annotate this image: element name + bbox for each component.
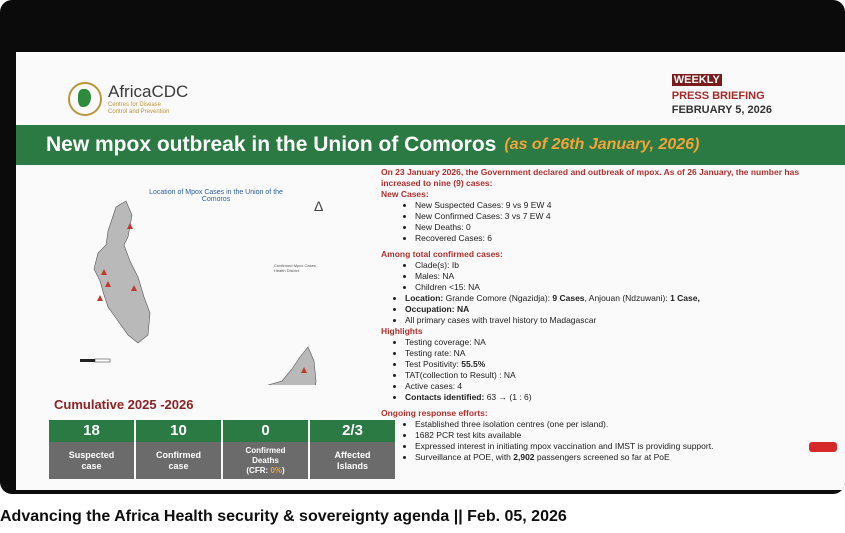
surveillance-post: passengers screened so far at PoE <box>534 452 670 462</box>
list-item: • New Confirmed Cases: 3 vs 7 EW 4 <box>415 211 801 222</box>
list-item: • Testing coverage: NA <box>405 337 801 348</box>
north-arrow-icon: Δ <box>314 198 324 214</box>
positivity-value: 55.5% <box>461 359 486 369</box>
tile-deaths <box>223 420 308 479</box>
list-item: • 1682 PCR test kits available <box>415 430 801 441</box>
banner-title: New mpox outbreak in the Union of Comoros <box>46 133 497 156</box>
cumulative-title: Cumulative 2025 -2026 <box>54 397 194 412</box>
africa-cdc-logo <box>68 82 188 116</box>
list-item <box>405 359 801 370</box>
list-item <box>405 304 801 315</box>
case-marker-icon <box>97 295 103 301</box>
list-item: • Children <15: NA <box>415 282 801 293</box>
briefing-header <box>672 70 772 116</box>
tile-value: 0 <box>223 420 308 442</box>
legend-item-cases: Confirmed Mpox Cases <box>274 263 316 268</box>
occupation: Occupation: NA <box>405 304 470 314</box>
location-a: 9 Cases <box>552 293 585 303</box>
press-briefing-label: PRESS BRIEFING <box>671 90 765 102</box>
situation-text <box>381 167 801 463</box>
video-caption[interactable]: Advancing the Africa Health security & sovereignty agenda || Feb. 05, 2026 <box>0 508 567 525</box>
list-item: • Recovered Cases: 6 <box>415 233 801 244</box>
anjouan-island <box>268 347 316 385</box>
positivity-label: Test Positivity: <box>405 359 462 369</box>
surveillance-pre: Surveillance at POE, with <box>415 452 514 462</box>
tile-confirmed <box>136 420 221 479</box>
logo-subtitle: Centres for Disease Control and Prevention <box>108 102 170 115</box>
list-item: • TAT(collection to Result) : NA <box>405 370 801 381</box>
list-item <box>405 293 801 304</box>
location-label: Location: <box>405 293 444 303</box>
cfr-value: 0% <box>270 465 282 475</box>
among-heading: Among total confirmed cases: <box>381 249 503 259</box>
among-list <box>381 260 801 293</box>
list-item: • New Suspected Cases: 9 vs 9 EW 4 <box>415 200 801 211</box>
cfr-suffix: ) <box>281 465 285 475</box>
map-title: Location of Mpox Cases in the Union of the Comoros <box>149 189 283 203</box>
contacts-value: 63 → (1 : 6) <box>484 392 532 402</box>
list-item: • Expressed interest in initiating mpox vaccination and IMST is providing support. <box>415 441 801 452</box>
tile-label: Confirmed <box>245 445 286 455</box>
map-scale-bar <box>78 355 128 365</box>
tile-value: 18 <box>49 420 134 442</box>
list-item: • All primary cases with travel history to Madagascar <box>405 315 801 326</box>
highlights-heading: Highlights <box>381 326 423 336</box>
list-item <box>405 392 801 403</box>
location-list <box>381 293 801 326</box>
banner-subtitle: (as of 26th January, 2026) <box>504 136 700 153</box>
press-briefing-slide <box>16 52 845 490</box>
logo-name: AfricaCDC <box>108 82 189 101</box>
summary-tiles <box>49 420 397 479</box>
list-item: • New Deaths: 0 <box>415 222 801 233</box>
tile-label: Suspected <box>68 449 115 460</box>
location-b: 1 Case, <box>670 293 700 303</box>
tile-label: case <box>81 460 102 471</box>
contacts-label: Contacts identified: <box>405 392 485 402</box>
tile-label: Confirmed <box>156 449 201 460</box>
tile-label: Islands <box>336 460 368 471</box>
location-text: Grande Comore (Ngazidja): <box>443 293 553 303</box>
surveillance-bold: 2,902 <box>513 452 535 462</box>
location-text2: , Anjouan (Ndzuwani): <box>584 293 671 303</box>
grande-comore-island <box>94 201 150 343</box>
ongoing-heading: Ongoing response efforts: <box>381 408 488 418</box>
list-item <box>415 452 801 463</box>
new-cases-heading: New Cases: <box>381 189 429 199</box>
map-legend <box>274 263 316 273</box>
list-item: • Males: NA <box>415 271 801 282</box>
africa-cdc-emblem-icon <box>68 82 102 116</box>
intro-text: On 23 January 2026, the Government declared and outbreak of mpox. As of 26 January, the number has increased to nine (9) cases: <box>381 167 800 188</box>
briefing-date: FEBRUARY 5, 2026 <box>671 104 772 116</box>
cfr-prefix: (CFR: <box>246 465 271 475</box>
weekly-label: WEEKLY <box>673 74 720 86</box>
list-item: • Clade(s): Ib <box>415 260 801 271</box>
tile-label: Deaths <box>252 455 279 465</box>
ongoing-list <box>381 419 801 463</box>
tile-value: 10 <box>136 420 221 442</box>
highlights-list <box>381 337 801 403</box>
subscribe-badge-icon[interactable] <box>809 442 837 452</box>
tile-value: 2/3 <box>310 420 395 442</box>
tile-suspected <box>49 420 134 479</box>
title-banner <box>16 125 845 165</box>
tile-label: Affected <box>334 449 371 460</box>
list-item: • Active cases: 4 <box>405 381 801 392</box>
tile-label: case <box>168 460 189 471</box>
new-cases-list <box>381 200 801 244</box>
list-item: • Established three isolation centres (one per island). <box>415 419 801 430</box>
list-item: • Testing rate: NA <box>405 348 801 359</box>
legend-item-districts: Health District <box>274 268 299 273</box>
